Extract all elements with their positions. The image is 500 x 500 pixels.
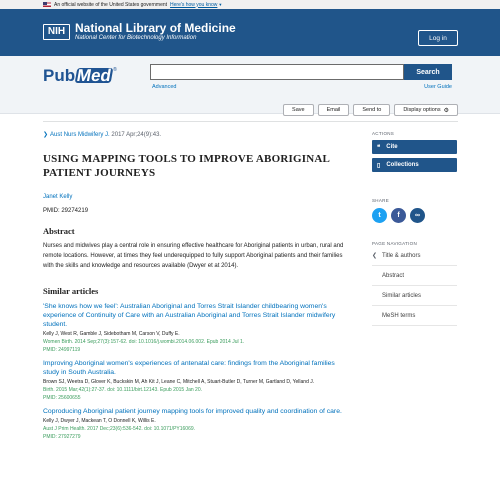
divider <box>43 121 458 122</box>
gov-banner-text: An official website of the United States government <box>54 1 168 8</box>
nih-logo-box: NIH <box>43 24 70 40</box>
journal-date: 2017 Apr;24(9):43. <box>111 132 162 138</box>
similar-articles-heading: Similar articles <box>43 286 99 296</box>
article-main <box>43 131 348 440</box>
cite-button[interactable] <box>372 140 457 154</box>
journal-link[interactable]: Aust Nurs Midwifery J. <box>50 132 110 138</box>
login-button[interactable]: Log in <box>418 30 458 46</box>
similar-article <box>43 302 348 353</box>
user-guide-link[interactable]: User Guide <box>424 84 452 90</box>
facebook-icon[interactable]: f <box>391 208 406 223</box>
search-button[interactable]: Search <box>404 64 452 80</box>
cite-label: Cite <box>386 144 398 150</box>
similar-article-citation: Aust J Prim Health. 2017 Dec;23(6):536-542. doi: 10.1071/PY16069. <box>43 426 196 432</box>
nlm-logo[interactable] <box>43 22 236 41</box>
logo-pub: Pub <box>43 66 76 85</box>
nih-header <box>0 9 500 56</box>
sidebar <box>372 131 457 326</box>
chevron-left-icon: ❮ <box>372 253 378 259</box>
search-input[interactable] <box>150 64 404 80</box>
similar-article-title[interactable]: 'She knows how we feel': Australian Aboriginal and Torres Strait Islander childbearing women's experience of Continuity of Care with an Australian Aboriginal and Torres Strait Islander midwifery student. <box>43 303 336 328</box>
author-link[interactable]: Janet Kelly <box>43 194 73 200</box>
article-title: USING MAPPING TOOLS TO IMPROVE ABORIGINAL PATIENT JOURNEYS <box>43 153 330 179</box>
collections-button[interactable] <box>372 158 457 172</box>
similar-article-authors: Kelly J, Dwyer J, Mackean T, O Donnell K, Willis E. <box>43 418 156 424</box>
logo-med: Med <box>75 66 113 85</box>
similar-article <box>43 407 348 440</box>
ncbi-subtitle: National Center for Biotechnology Information <box>75 35 197 41</box>
save-button[interactable]: Save <box>283 104 314 116</box>
page-navigation-label: PAGE NAVIGATION <box>372 241 418 246</box>
nav-abstract[interactable]: Abstract <box>372 266 457 286</box>
email-button[interactable]: Email <box>318 104 350 116</box>
send-to-button[interactable]: Send to <box>353 104 390 116</box>
similar-article-title[interactable]: Coproducing Aboriginal patient journey mapping tools for improved quality and coordination of care. <box>43 408 342 415</box>
heres-how-link[interactable]: Here's how you know <box>170 1 218 8</box>
similar-article <box>43 359 348 401</box>
advanced-link[interactable]: Advanced <box>152 84 177 90</box>
similar-article-authors: Brown SJ, Weetra D, Glover K, Buckskin M, Ah Kit J, Leane C, Mitchell A, Stuart-Butler D, Turner M, Gartland D, Yelland J. <box>43 379 315 385</box>
logo-registered: ® <box>113 67 117 73</box>
us-flag-icon <box>43 2 51 7</box>
similar-article-pmid: PMID: 25600655 <box>43 395 81 401</box>
collections-label: Collections <box>386 162 419 168</box>
journal-citation <box>43 131 348 138</box>
similar-article-authors: Kelly J, West R, Gamble J, Sidebotham M, Carson V, Duffy E. <box>43 331 180 337</box>
twitter-icon[interactable]: t <box>372 208 387 223</box>
pmid: PMID: 29274219 <box>43 208 89 214</box>
quote-icon: ❝ <box>377 144 381 151</box>
similar-article-citation: Women Birth. 2014 Sep;27(3):157-62. doi: 10.1016/j.wombi.2014.06.002. Epub 2014 Jul 1. <box>43 339 245 345</box>
abstract-text: Nurses and midwives play a central role in ensuring effective healthcare for Aboriginal patients in urban, rural and remote locations. However, at times they feel underequipped to fully support Aboriginal patients and their families with the skills and knowledge and resources available (Dwyer et at 2014). <box>43 243 344 269</box>
actions-label: ACTIONS <box>372 131 395 136</box>
nav-mesh-terms[interactable]: MeSH terms <box>372 306 457 326</box>
similar-article-pmid: PMID: 24997119 <box>43 347 81 353</box>
gear-icon: ⚙ <box>443 107 449 114</box>
similar-article-citation: Birth. 2015 Mar;42(1):27-37. doi: 10.1111/birt.12143. Epub 2015 Jan 20. <box>43 387 202 393</box>
gov-banner <box>0 0 500 9</box>
bookmark-icon: ▯ <box>377 162 381 169</box>
pubmed-logo[interactable] <box>43 67 117 85</box>
share-label: SHARE <box>372 198 390 203</box>
nav-similar-articles[interactable]: Similar articles <box>372 286 457 306</box>
display-options-label: Display options <box>403 107 441 113</box>
display-options-button[interactable] <box>394 104 458 116</box>
nav-title-authors[interactable] <box>372 246 457 266</box>
abstract-heading: Abstract <box>43 226 75 236</box>
chevron-down-icon[interactable]: ▼ <box>218 2 223 7</box>
nav-label: Title & authors <box>382 252 421 259</box>
link-icon[interactable]: ∞ <box>410 208 425 223</box>
chevron-right-icon: ❯ <box>43 132 49 138</box>
share-buttons <box>372 208 457 223</box>
similar-article-pmid: PMID: 27927279 <box>43 434 81 440</box>
action-bar <box>283 104 458 116</box>
nlm-title: National Library of Medicine <box>75 21 236 35</box>
similar-article-title[interactable]: Improving Aboriginal women's experiences of antenatal care: findings from the Aboriginal families study in South Australia. <box>43 360 335 376</box>
